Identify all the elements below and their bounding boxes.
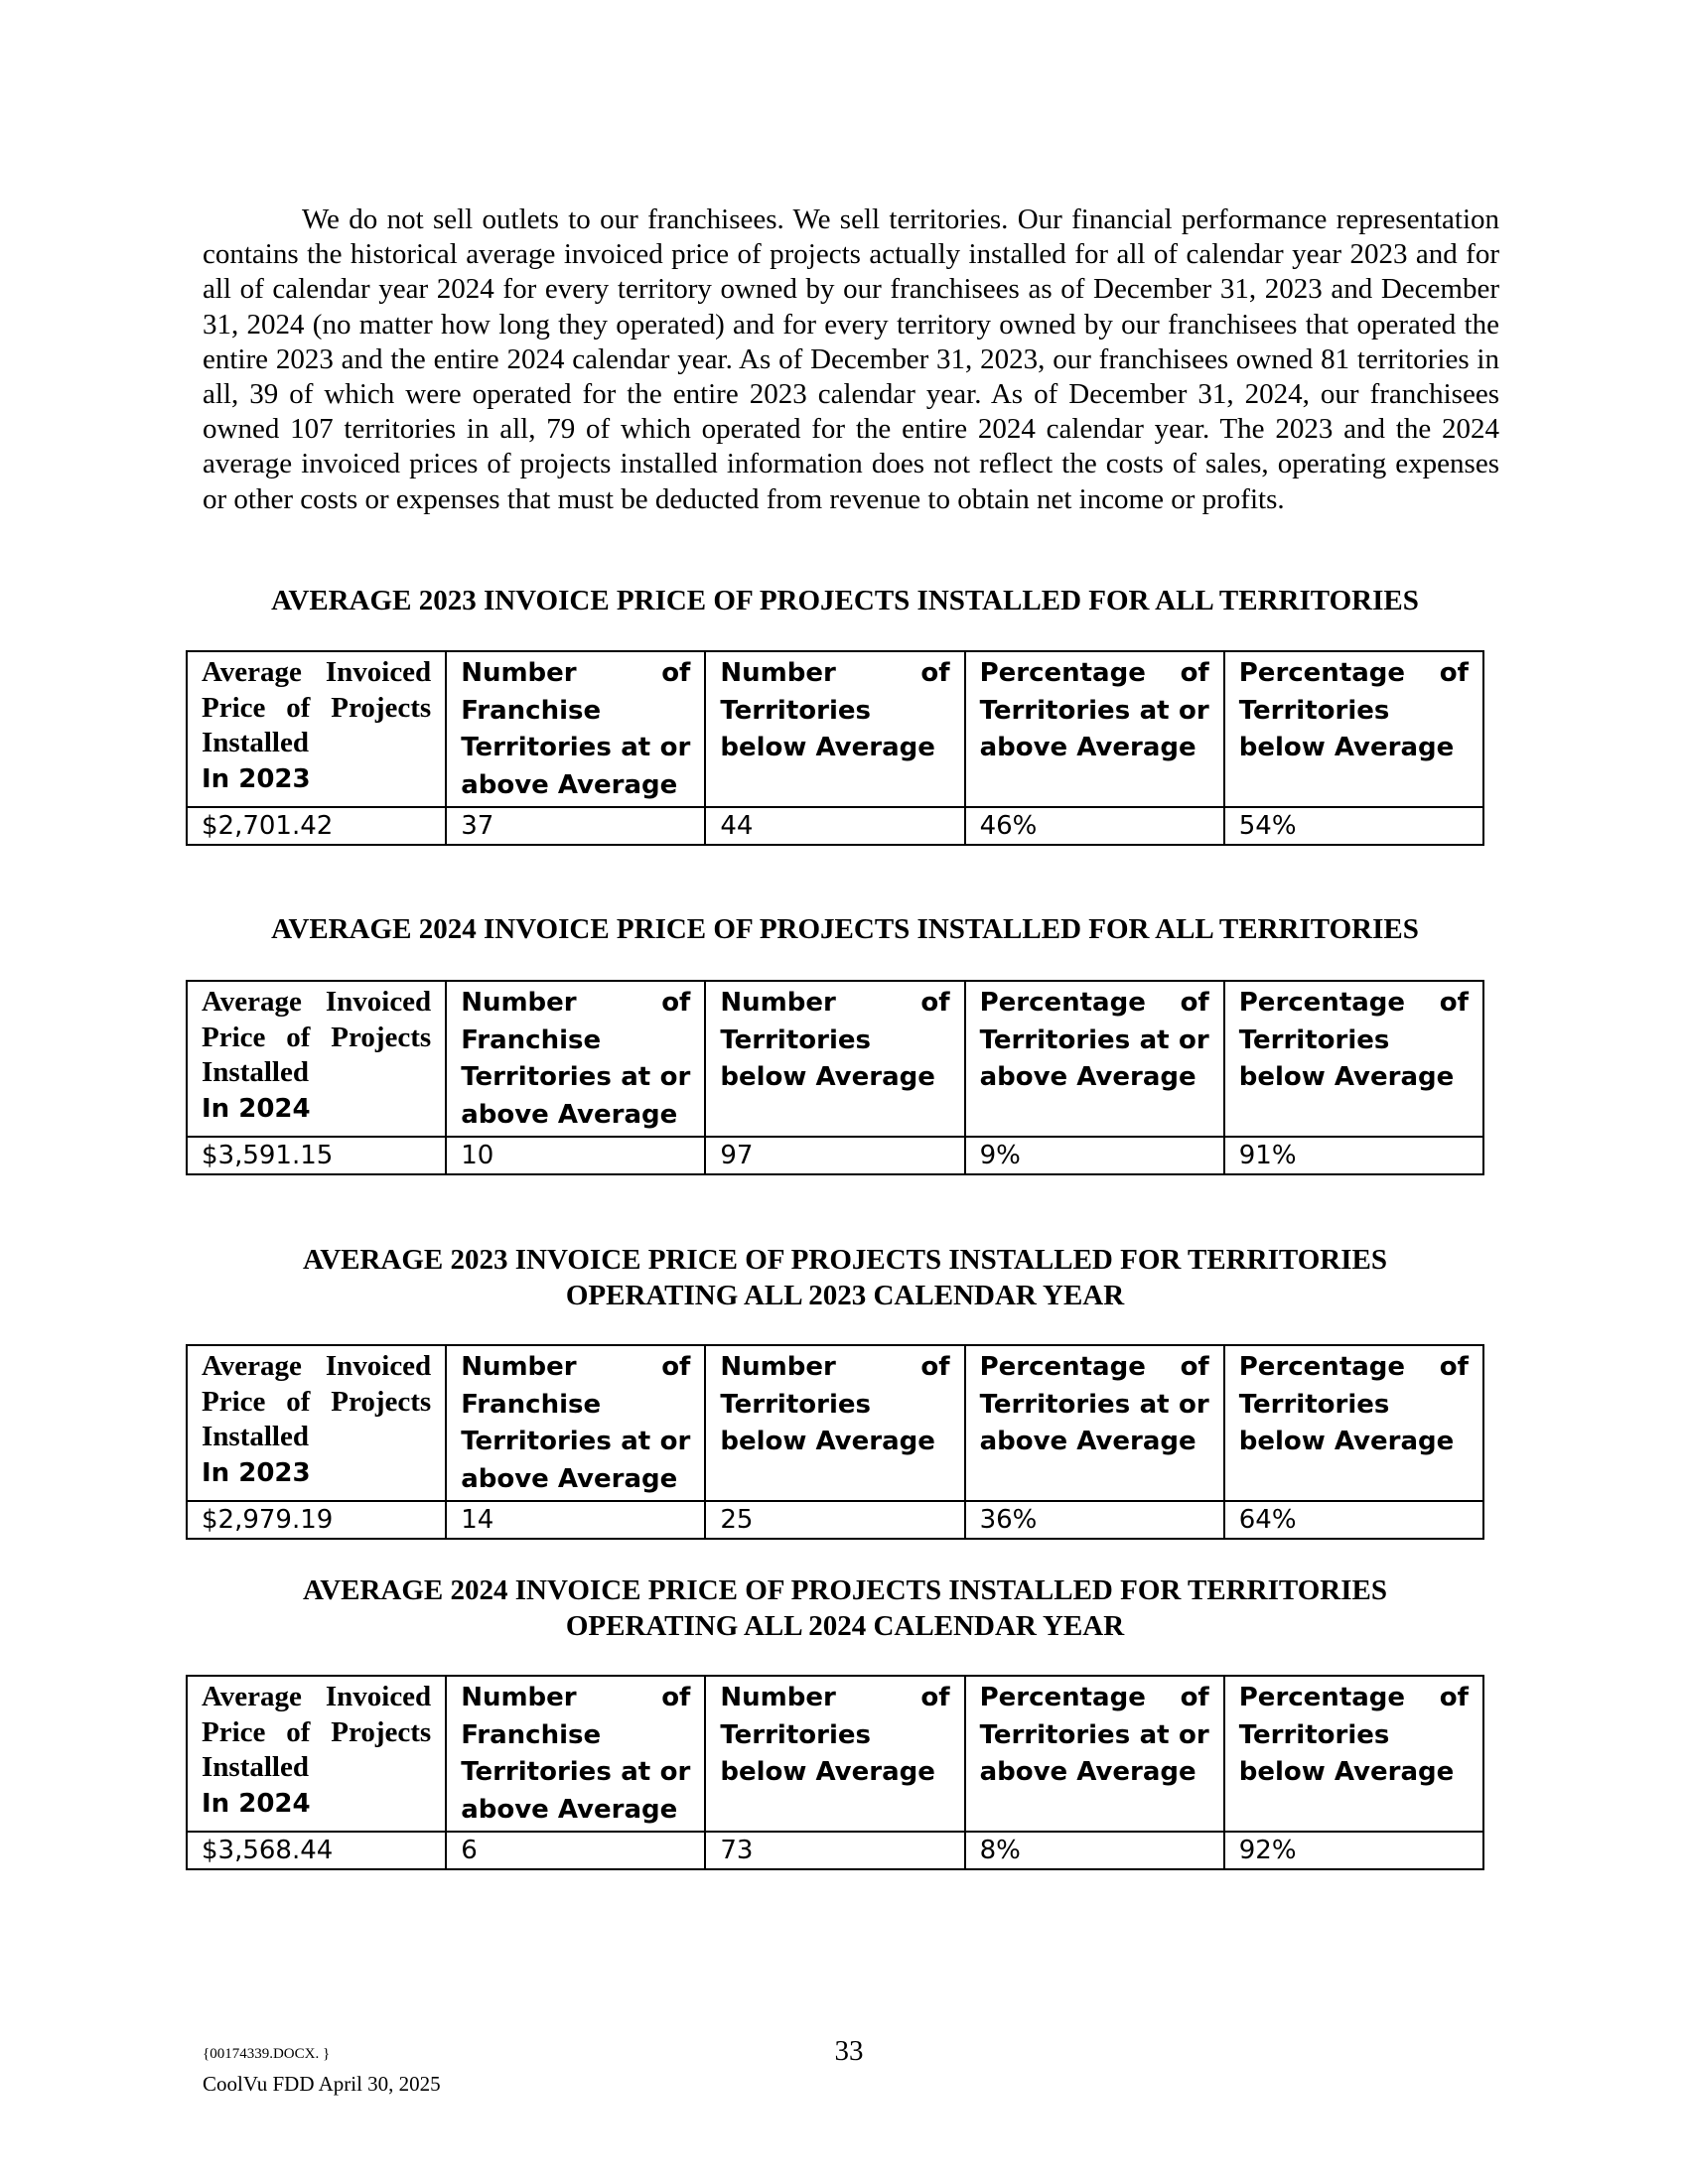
header-territories-below: Number of Territories below Average — [705, 981, 964, 1137]
cell-pct-at-or-above: 36% — [965, 1501, 1224, 1539]
table-header-row — [187, 1345, 1483, 1501]
cell-below: 73 — [705, 1832, 964, 1869]
header-pct-at-or-above: Percentage of Territories at or above Average — [965, 981, 1224, 1137]
fpr-table-2024-all — [186, 980, 1484, 1175]
header-avg-price: Average Invoiced Price of Projects Installed In 2023 — [187, 651, 446, 807]
cell-at-or-above: 37 — [446, 807, 705, 845]
table-row — [187, 1832, 1483, 1869]
header-avg-price: Average Invoiced Price of Projects Installed In 2024 — [187, 981, 446, 1137]
cell-at-or-above: 10 — [446, 1137, 705, 1174]
header-avg-price: Average Invoiced Price of Projects Installed In 2023 — [187, 1345, 446, 1501]
cell-avg-price: $3,568.44 — [187, 1832, 446, 1869]
cell-pct-below: 92% — [1224, 1832, 1483, 1869]
header-territories-below: Number of Territories below Average — [705, 651, 964, 807]
header-pct-below: Percentage of Territories below Average — [1224, 1676, 1483, 1832]
cell-below: 44 — [705, 807, 964, 845]
fpr-table-2023-full-year — [186, 1344, 1484, 1540]
cell-pct-below: 54% — [1224, 807, 1483, 845]
table-heading-2024-full-year: AVERAGE 2024 INVOICE PRICE OF PROJECTS INSTALLED FOR TERRITORIES OPERATING ALL 2024 CALENDAR YEAR — [303, 1574, 1387, 1642]
intro-paragraph: We do not sell outlets to our franchisees. We sell territories. Our financial performance representation contains the historical average invoiced price of projects actually installed for all of calendar year 2023 and for all of calendar year 2024 for every territory owned by our franchisees as of December 31, 2023 and December 31, 2024 (no matter how long they operated) and for every territory owned by our franchisees that operated the entire 2023 and the entire 2024 calendar year. As of December 31, 2023, our franchisees owned 81 territories in all, 39 of which were operated for the entire 2023 calendar year. As of December 31, 2024, our franchisees owned 107 territories in all, 79 of which operated for the entire 2024 calendar year. The 2023 and the 2024 average invoiced prices of projects installed information does not reflect the costs of sales, operating expenses or other costs or expenses that must be deducted from revenue to obtain net income or profits. — [203, 204, 1499, 515]
table-header-row — [187, 651, 1483, 807]
cell-avg-price: $2,701.42 — [187, 807, 446, 845]
cell-avg-price: $3,591.15 — [187, 1137, 446, 1174]
fpr-table-2023-all — [186, 650, 1484, 846]
cell-avg-price: $2,979.19 — [187, 1501, 446, 1539]
header-franchise-at-or-above: Number of Franchise Territories at or above Average — [446, 651, 705, 807]
header-territories-below: Number of Territories below Average — [705, 1676, 964, 1832]
header-franchise-at-or-above: Number of Franchise Territories at or above Average — [446, 1345, 705, 1501]
cell-pct-below: 64% — [1224, 1501, 1483, 1539]
header-pct-at-or-above: Percentage of Territories at or above Average — [965, 651, 1224, 807]
page-number: 33 — [834, 2035, 864, 2067]
cell-pct-at-or-above: 9% — [965, 1137, 1224, 1174]
table-row — [187, 1137, 1483, 1174]
cell-below: 25 — [705, 1501, 964, 1539]
cell-at-or-above: 6 — [446, 1832, 705, 1869]
header-pct-below: Percentage of Territories below Average — [1224, 1345, 1483, 1501]
header-avg-price: Average Invoiced Price of Projects Installed In 2024 — [187, 1676, 446, 1832]
table-row — [187, 807, 1483, 845]
table-heading-2023-full-year: AVERAGE 2023 INVOICE PRICE OF PROJECTS INSTALLED FOR TERRITORIES OPERATING ALL 2023 CALENDAR YEAR — [303, 1244, 1387, 1311]
fpr-table-2024-full-year — [186, 1675, 1484, 1870]
cell-pct-at-or-above: 8% — [965, 1832, 1224, 1869]
cell-pct-at-or-above: 46% — [965, 807, 1224, 845]
header-territories-below: Number of Territories below Average — [705, 1345, 964, 1501]
cell-pct-below: 91% — [1224, 1137, 1483, 1174]
cell-at-or-above: 14 — [446, 1501, 705, 1539]
header-pct-at-or-above: Percentage of Territories at or above Average — [965, 1345, 1224, 1501]
header-pct-below: Percentage of Territories below Average — [1224, 981, 1483, 1137]
table-heading-2024-all: AVERAGE 2024 INVOICE PRICE OF PROJECTS INSTALLED FOR ALL TERRITORIES — [271, 913, 1419, 945]
footer-document-name: CoolVu FDD April 30, 2025 — [203, 2072, 441, 2096]
table-heading-2023-all: AVERAGE 2023 INVOICE PRICE OF PROJECTS INSTALLED FOR ALL TERRITORIES — [271, 585, 1419, 616]
table-header-row — [187, 981, 1483, 1137]
header-franchise-at-or-above: Number of Franchise Territories at or above Average — [446, 1676, 705, 1832]
footer-document-id: {00174339.DOCX. } — [203, 2046, 331, 2062]
table-row — [187, 1501, 1483, 1539]
header-pct-below: Percentage of Territories below Average — [1224, 651, 1483, 807]
header-pct-at-or-above: Percentage of Territories at or above Average — [965, 1676, 1224, 1832]
table-header-row — [187, 1676, 1483, 1832]
header-franchise-at-or-above: Number of Franchise Territories at or above Average — [446, 981, 705, 1137]
cell-below: 97 — [705, 1137, 964, 1174]
